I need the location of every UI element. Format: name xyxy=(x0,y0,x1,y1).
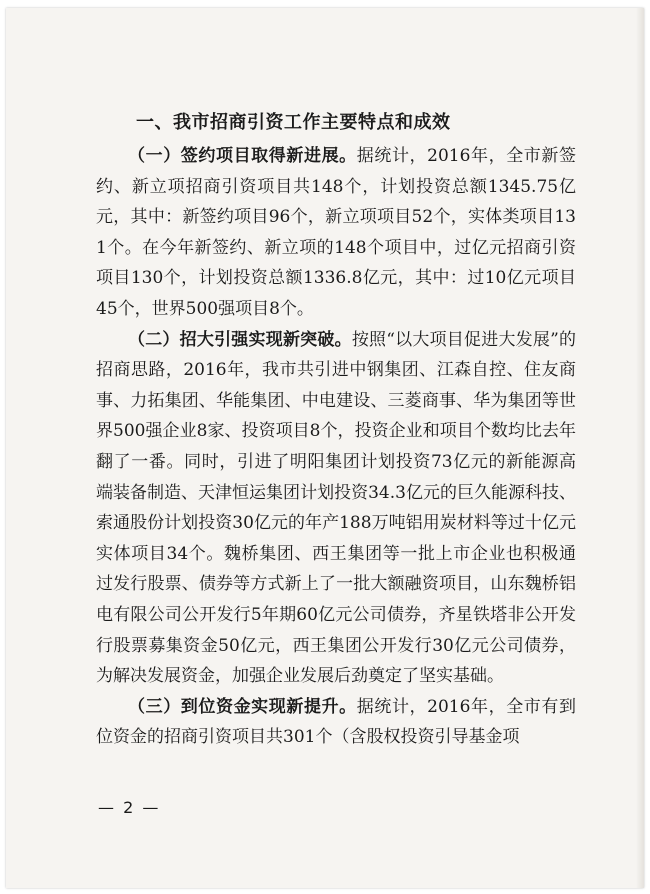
paragraph-1-body: 据统计，2016年，全市新签约、新立项招商引资项目共148个，计划投资总额1345.75亿元，其中：新签约项目96个，新立项项目52个，实体类项目131个。在今年新签约、新立项的148个项目中，过亿元招商引资项目130个，计划投资总额1336.8亿元，其中：过10亿元项目45个，世界500强项目8个。 xyxy=(96,146,577,319)
page-edge-shadow xyxy=(636,8,644,888)
paragraph-1-lead: （一）签约项目取得新进展。 xyxy=(128,146,357,166)
paragraph-2-lead: （二）招大引强实现新突破。 xyxy=(128,329,352,350)
section-heading: 一、我市招商引资工作主要特点和成效 xyxy=(136,112,451,133)
paragraph-3-body: 据统计，2016年，全市有到位资金的招商引资项目共301个（含股权投资引导基金项 xyxy=(96,696,577,748)
paragraph-3-lead: （三）到位资金实现新提升。 xyxy=(128,696,357,717)
paragraph-2-body: 按照“以大项目促进大发展”的招商思路，2016年，我市共引进中钢集团、江森自控、住友商事、力拓集团、华能集团、中电建设、三菱商事、华为集团等世界500强企业8家、投资项目8个，投资企业和项目个数均比去年翻了一番。同时，引进了明阳集团计划投资73亿元的新能源高端装备制造、天津恒运集团计划投资34.3亿元的巨久能源科技、索通股份计划投资30亿元的年产188万吨铝用炭材料等过十亿元实体项目34个。魏桥集团、西王集团等一批上市企业也积极通过发行股票、债券等方式新上了一批大额融资项目，山东魏桥铝电有限公司公开发行5年期60亿元公司债券，齐星铁塔非公开发行股票募集资金50亿元，西王集团公开发行30亿元公司债券，为解决发展资金，加强企业发展后劲奠定了坚实基础。 xyxy=(96,329,576,687)
paragraph-2 xyxy=(96,325,576,692)
paragraph-3 xyxy=(96,692,576,753)
document-body xyxy=(96,112,576,753)
paragraph-1 xyxy=(96,141,576,325)
page-number: — 2 — xyxy=(98,798,161,817)
